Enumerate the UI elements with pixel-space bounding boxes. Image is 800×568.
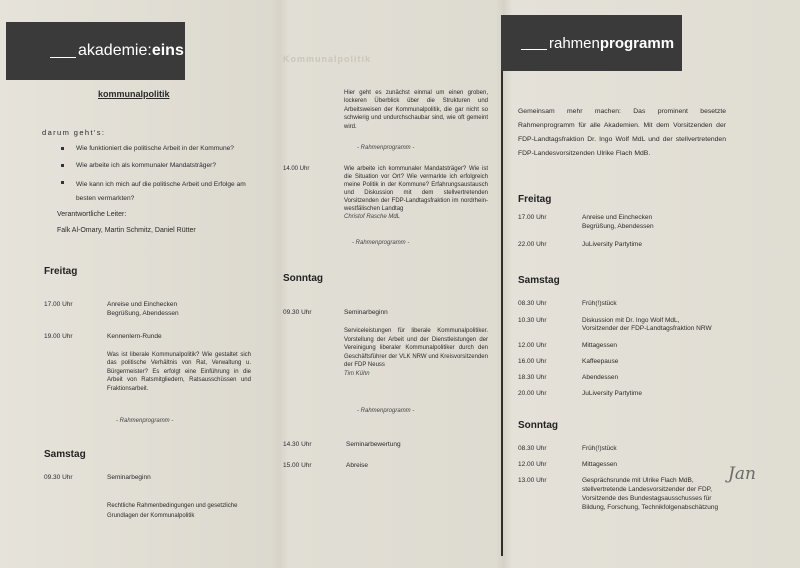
schedule-time: 14.30 Uhr bbox=[283, 441, 312, 448]
schedule-text: Vorsitzender der FDP-Landtagsfraktion NRW bbox=[582, 325, 712, 332]
schedule-text: Mittagessen bbox=[582, 461, 618, 468]
schedule-text: Bildung, Forschung, Technikfolgenabschätzung bbox=[582, 504, 719, 511]
question-item: Wie arbeite ich als kommunaler Mandatsträger? bbox=[58, 161, 258, 171]
schedule-time: 08.30 Uhr bbox=[518, 445, 547, 452]
schedule-text: Abreise bbox=[346, 462, 369, 469]
service-block bbox=[344, 327, 488, 379]
day-heading-saturday: Samstag bbox=[518, 275, 560, 286]
banner-rule bbox=[521, 49, 547, 50]
overview-paragraph: Hier geht es zunächst einmal um einen groben, lockeren Überblick über die Strukturen und Arbeitsweisen der Kommunalpolitik, die gar nicht so schwierig und undurchschaubar sind, wie oft gemeint wird. bbox=[344, 90, 488, 130]
schedule-text: Abendessen bbox=[582, 374, 619, 381]
schedule-time: 22.00 Uhr bbox=[518, 241, 547, 248]
banner-bold-text: eins bbox=[151, 42, 184, 59]
day-heading-friday: Freitag bbox=[44, 266, 78, 277]
question-list bbox=[58, 144, 258, 213]
schedule-text: JuLiversity Partytime bbox=[582, 241, 642, 248]
section-subtitle: kommunalpolitik bbox=[98, 89, 170, 99]
saturday-description: Rechtliche Rahmenbedingungen und gesetzliche Grundlagen der Kommunalpolitik bbox=[107, 503, 238, 519]
schedule-text: Kaffeepause bbox=[582, 358, 619, 365]
schedule-text: Gesprächsrunde mit Ulrike Flach MdB, bbox=[582, 477, 694, 484]
mandate-block bbox=[344, 165, 488, 221]
schedule-time: 09.30 Uhr bbox=[283, 309, 312, 316]
banner-plain-text: rahmen bbox=[549, 34, 600, 52]
schedule-text: Kennenlern-Runde bbox=[107, 333, 162, 340]
rahmenprogramm-intro: Gemeinsam mehr machen: Das prominent besetzte Rahmenprogramm für alle Akademien. Mit dem Vorsitzenden der FDP-Landtagsfraktion Dr. Ingo Wolf MdL und der stellvertretenden FDP-Landesvorsitzenden Ulrike Flach MdB. bbox=[518, 108, 726, 157]
banner-rule bbox=[50, 57, 76, 58]
rahmenprogramm-banner bbox=[501, 15, 682, 71]
friday-description: Was ist liberale Kommunalpolitik? Wie gestaltet sich das politische Verhältnis von Rat, Verwaltung u. Bürgermeister? Es erfolgt eine Einführung in die Arbeit von Ratsmitgliedern, Ratsausschüssen und Fraktionsarbeit. bbox=[107, 352, 251, 392]
schedule-time: 17.00 Uhr bbox=[44, 301, 73, 308]
schedule-text: Seminarbeginn bbox=[107, 474, 151, 481]
rahmenprogramm-note: - Rahmenprogramm - bbox=[352, 240, 410, 246]
handwritten-signature: Jan bbox=[728, 464, 756, 484]
schedule-text: Anreise und Einchecken bbox=[107, 301, 178, 308]
schedule-time: 08.30 Uhr bbox=[518, 300, 547, 307]
rahmenprogramm-note: - Rahmenprogramm - bbox=[116, 418, 174, 424]
schedule-time: 13.00 Uhr bbox=[518, 477, 547, 484]
schedule-time: 12.00 Uhr bbox=[518, 342, 547, 349]
day-heading-saturday: Samstag bbox=[44, 449, 86, 460]
schedule-time: 18.30 Uhr bbox=[518, 374, 547, 381]
vertical-divider bbox=[501, 16, 503, 556]
schedule-time: 19.00 Uhr bbox=[44, 333, 73, 340]
leaders-names: Falk Al-Omary, Martin Schmitz, Daniel Rütter bbox=[57, 227, 196, 234]
schedule-time: 15.00 Uhr bbox=[283, 462, 312, 469]
schedule-text: stellvertretende Landesvorsitzender der FDP, bbox=[582, 486, 712, 493]
schedule-time: 20.00 Uhr bbox=[518, 390, 547, 397]
schedule-text: Diskussion mit Dr. Ingo Wolf MdL, bbox=[582, 317, 680, 324]
day-heading-friday: Freitag bbox=[518, 194, 552, 205]
rahmenprogramm-note: - Rahmenprogramm - bbox=[357, 145, 415, 151]
schedule-text: Mittagessen bbox=[582, 342, 618, 349]
schedule-text: Begrüßung, Abendessen bbox=[107, 310, 179, 317]
schedule-text: Seminarbewertung bbox=[346, 441, 401, 448]
schedule-text: Anreise und Einchecken bbox=[582, 214, 653, 221]
day-heading-sunday: Sonntag bbox=[518, 420, 558, 431]
schedule-text: Früh(!)stück bbox=[582, 445, 617, 452]
schedule-time: 16.00 Uhr bbox=[518, 358, 547, 365]
speaker-name: Tim Kühn bbox=[344, 370, 370, 377]
rahmenprogramm-note: - Rahmenprogramm - bbox=[357, 408, 415, 414]
schedule-time: 14.00 Uhr bbox=[283, 166, 310, 172]
schedule-time: 10.30 Uhr bbox=[518, 317, 547, 324]
service-paragraph: Serviceleistungen für liberale Kommunalpolitiker. Vorstellung der Arbeit und der Dienstleistungen der Vereinigung liberaler Kommunalpolitiker durch den Geschäftsführer der VLK NRW und Kreisvorsitzenden der FDP Neuss bbox=[344, 328, 488, 369]
schedule-text: Begrüßung, Abendessen bbox=[582, 223, 654, 230]
schedule-text: Seminarbeginn bbox=[344, 309, 388, 316]
question-item: Wie funktioniert die politische Arbeit in der Kommune? bbox=[58, 144, 258, 154]
faint-bleedthrough-heading: Kommunalpolitik bbox=[283, 54, 372, 64]
schedule-text: Vorsitzende des Bundestagsausschusses für bbox=[582, 495, 712, 502]
schedule-time: 12.00 Uhr bbox=[518, 461, 547, 468]
akademie-banner bbox=[6, 22, 185, 80]
leaders-label: Verantwortliche Leiter: bbox=[57, 211, 127, 218]
speaker-name: Christof Rasche MdL bbox=[344, 214, 401, 220]
schedule-time: 09.30 Uhr bbox=[44, 474, 73, 481]
mandate-paragraph: Wie arbeite ich kommunaler Mandatsträger? Wie ist die Situation vor Ort? Wie vermarkte ich erfolgreich meine Politik in der Kommune? Erfahrungsaustausch und Diskussion mit dem stellvertretenden Vorsitzenden der FDP-Landtagsfraktion im nordrhein-westfälischen Landtag bbox=[344, 166, 488, 212]
day-heading-sunday: Sonntag bbox=[283, 273, 323, 284]
intro-label: darum geht's: bbox=[42, 128, 106, 137]
banner-bold-text: programm bbox=[599, 34, 675, 52]
schedule-text: Früh(!)stück bbox=[582, 300, 617, 307]
schedule-time: 17.00 Uhr bbox=[518, 214, 547, 221]
question-item: Wie kann ich mich auf die politische Arbeit und Erfolge am besten vermarkten? bbox=[58, 178, 258, 206]
schedule-text: JuLiversity Partytime bbox=[582, 390, 642, 397]
banner-plain-text: akademie: bbox=[78, 42, 152, 59]
